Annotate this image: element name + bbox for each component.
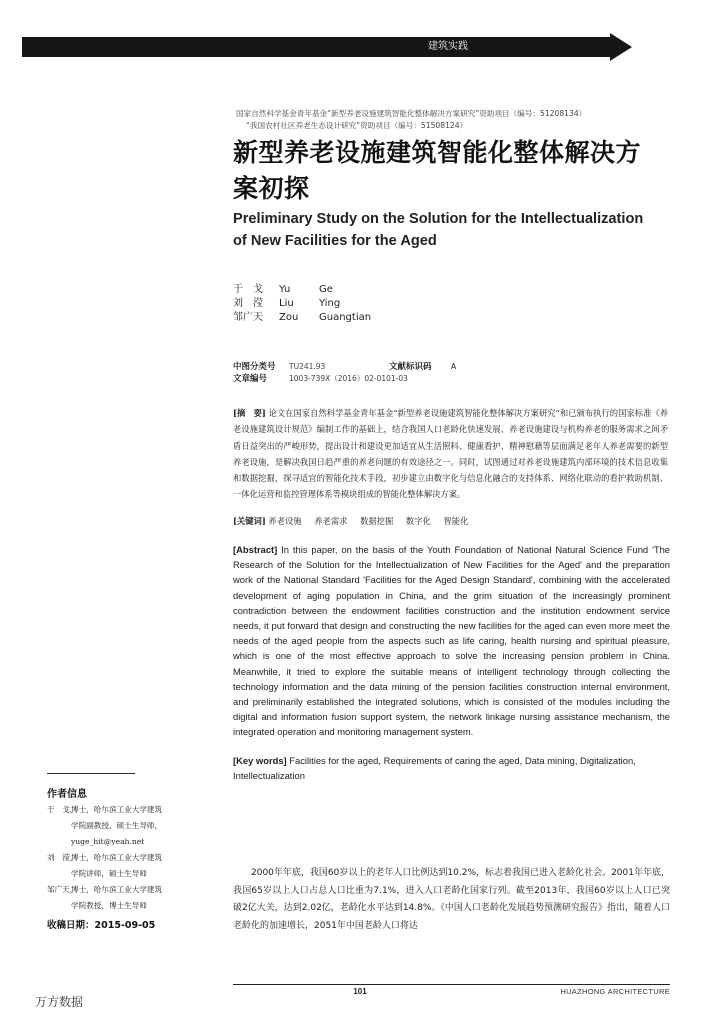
author-info-email: yuge_hit@yeah.net (71, 837, 145, 846)
article-number-label: 文章编号 (233, 374, 268, 384)
clc-label: 中图分类号 (233, 362, 276, 372)
author-family-en: Liu (279, 298, 294, 309)
author-row (233, 311, 371, 325)
fund-note-line-1: 国家自然科学基金青年基金“新型养老设施建筑智能化整体解决方案研究”资助项目（编号：51208134） (236, 109, 587, 118)
author-info-list (47, 802, 222, 914)
classification-row (233, 373, 456, 385)
abstract-en-text: In this paper, on the basis of the Youth Foundation of National Natural Science Fund 'The Research of the Solution for the Intellectualization of New Facilities for the Aged' and the preparation work of the National Standard 'Facilities for the Aged Design Standard', combining with the accelerated development of aging population in China, and the grim situation of the increasingly prominent contradiction between the endowment facilities construction and the institution endowment service needs, it put forward that design and constructing the new facilities for the aged can even more meet the needs of the aged people from the aspects such as life caring, health nursing and spiritual pleasure, which is one of the most effective approach to solve the increasing pension problem in China. Meanwhile, it tried to explore the suitable means of intelligent technology through collecting the technology information and the data mining of the pension facilities construction internal environment, and preliminarily established the integrated solutions, which is consisted of the modules including the digital and information fusion support system, the network linkage nursing assistance mechanism, the integrated operation and monitoring management system. (233, 544, 670, 738)
abstract-cn-label: [摘 要] (233, 408, 266, 418)
author-info-entry (47, 850, 222, 866)
doc-code-label: 文献标识码 (389, 362, 432, 372)
author-name-cn: 刘 滢 (233, 298, 263, 309)
author-info-line: 学院教授，博士生导师 (71, 901, 147, 910)
author-info-line: 学院讲师，硕士生导师 (71, 869, 147, 878)
author-info-entry (47, 802, 222, 818)
keywords-en-text: Facilities for the aged, Requirements of caring the aged, Data mining, Digitalization, Intellectualization (233, 755, 636, 782)
keyword-cn: 数据挖掘 (360, 516, 394, 526)
author-info-line: 博士，哈尔滨工业大学建筑 (71, 885, 163, 894)
title-en (233, 208, 683, 252)
classification-block (233, 361, 456, 385)
received-date (47, 917, 155, 931)
doc-code-value: A (451, 362, 457, 371)
classification-row (233, 361, 456, 373)
author-info-line: 学院副教授，硕士生导师， (71, 821, 163, 830)
title-en-line-2: of New Facilities for the Aged (233, 233, 437, 249)
abstract-en-label: [Abstract] (233, 544, 278, 555)
fund-note-line-2: “我国农村社区养老生态设计研究”资助项目（编号：51508124） (246, 121, 468, 130)
section-banner (22, 37, 612, 57)
keywords-en (233, 753, 670, 783)
author-family-en: Zou (279, 312, 299, 323)
author-info-name: 邹广天， (47, 885, 78, 894)
article-number-value: 1003-739X（2016）02-0101-03 (289, 374, 408, 383)
author-name-cn: 于 戈 (233, 284, 263, 295)
banner-arrow-icon (610, 33, 632, 61)
keyword-cn: 养老需求 (314, 516, 348, 526)
page-number: 101 (353, 987, 367, 996)
abstract-cn (233, 405, 668, 503)
title-en-line-1: Preliminary Study on the Solution for the Intellectualization (233, 211, 644, 227)
author-info-name: 刘 滢， (47, 853, 78, 862)
body-paragraph: 2000年年底，我国60岁以上的老年人口比例达到10.2%，标志着我国已进入老龄化社会。2001年年底，我国65岁以上人口占总人口比重为7.1%，进入人口老龄化国家行列。截至2013年，我国60岁以上人口已突破2亿大关，达到2.02亿，老龄化水平达到14.8%。《中国人口老龄化发展趋势预测研究报告》指出，随着人口老龄化的加速增长，2051年中国老龄人口将达 (233, 868, 670, 931)
author-info-entry (47, 882, 222, 898)
section-label: 建筑实践 (428, 41, 468, 52)
received-label: 收稿日期： (47, 920, 95, 931)
author-info-title: 作者信息 (47, 789, 87, 800)
author-info-divider (47, 773, 135, 774)
footer-divider (233, 984, 670, 985)
title-cn-line-1: 新型养老设施建筑智能化整体解决方 (233, 138, 642, 167)
author-given-en: Ying (319, 298, 341, 309)
keyword-cn: 智能化 (443, 516, 469, 526)
author-given-en: Ge (319, 284, 333, 295)
title-cn (233, 135, 683, 207)
author-given-en: Guangtian (319, 312, 372, 323)
author-list (233, 283, 371, 325)
abstract-en (233, 542, 670, 740)
watermark: 万方数据 (35, 995, 84, 1009)
author-row (233, 283, 371, 297)
keyword-cn: 养老设施 (268, 516, 302, 526)
keyword-cn: 数字化 (405, 516, 431, 526)
author-family-en: Yu (279, 284, 291, 295)
author-info-line: 博士，哈尔滨工业大学建筑 (71, 853, 163, 862)
author-info-line: 博士，哈尔滨工业大学建筑 (71, 805, 163, 814)
title-cn-line-2: 案初探 (233, 174, 310, 203)
clc-value: TU241.93 (289, 362, 326, 371)
keywords-en-label: [Key words] (233, 755, 287, 766)
keywords-cn (233, 513, 668, 529)
author-name-cn: 邹广天 (233, 312, 263, 323)
keywords-cn-label: [关键词] (233, 516, 266, 526)
fund-note (236, 108, 676, 132)
author-row (233, 297, 371, 311)
received-value: 2015-09-05 (94, 920, 156, 931)
abstract-cn-text: 论文在国家自然科学基金青年基金“新型养老设施建筑智能化整体解决方案研究”和已颁布执行的国家标准《养老设施建筑设计规范》编制工作的基础上，结合我国人口老龄化快速发展、养老设施建设与机构养老的服务需求之间矛盾日益突出的严峻形势，提出设计和建设更加适宜从生活照料、健康看护、精神慰藉等层面满足老年人养老需要的新型养老设施，是解决我国日趋严重的养老问题的有效途径之一。同时，试图通过对养老设施建筑内部环境的技术信息收集和数据挖掘，探寻适宜的智能化技术手段，初步建立由数字化与信息化融合的支持体系、网络化联动的看护救助机制、一体化运营和监控管理体系等模块组成的智能化整体解决方案。 (233, 408, 669, 500)
author-info-name: 于 戈， (47, 805, 78, 814)
journal-name: HUAZHONG ARCHITECTURE (560, 987, 670, 996)
